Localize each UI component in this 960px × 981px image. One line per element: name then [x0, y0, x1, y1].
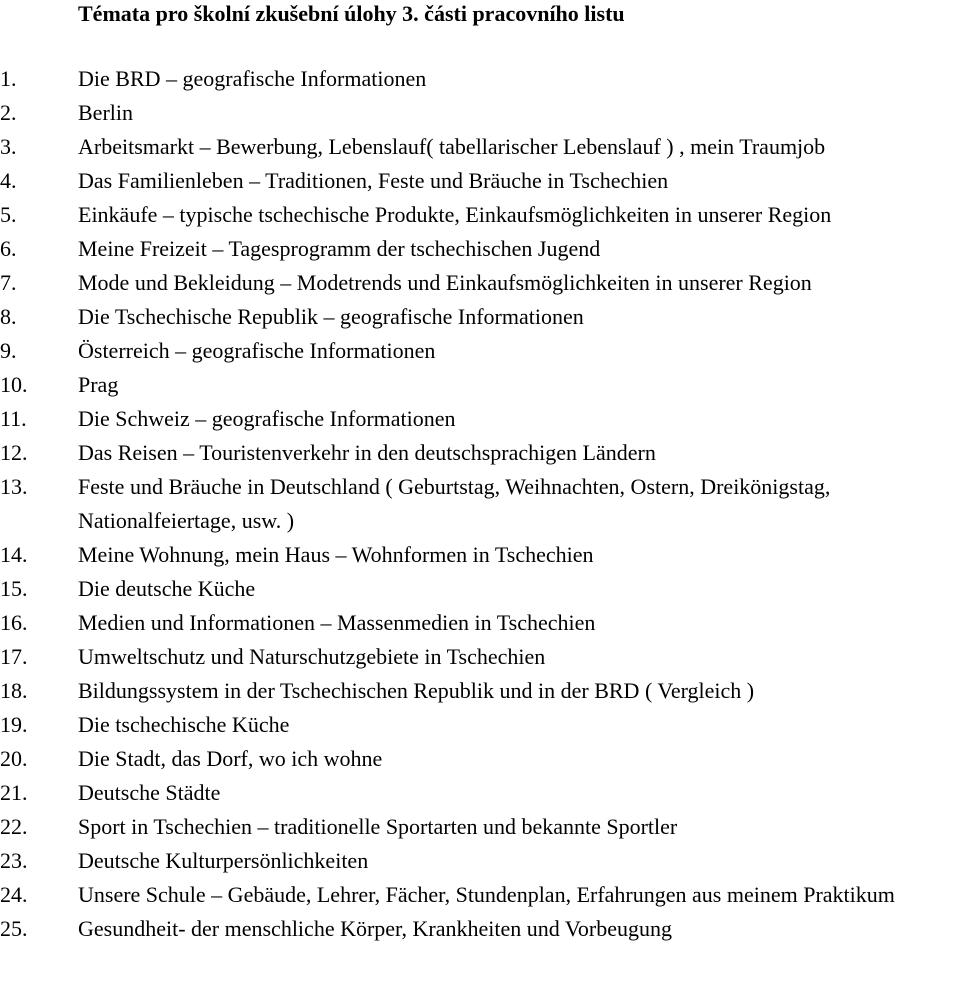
list-item-number: 1.: [0, 66, 17, 91]
list-item-text: Sport in Tschechien – traditionelle Sportarten und bekannte Sportler: [78, 814, 678, 839]
list-item-text: Deutsche Kulturpersönlichkeiten: [78, 848, 369, 873]
list-item: [0, 266, 960, 300]
list-item-text: Unsere Schule – Gebäude, Lehrer, Fächer, Stundenplan, Erfahrungen aus meinem Praktikum: [78, 882, 895, 907]
list-item-number: 17.: [0, 644, 28, 669]
list-item-number: 19.: [0, 712, 28, 737]
list-item-text: Das Reisen – Touristenverkehr in den deutschsprachigen Ländern: [78, 440, 656, 465]
list-item: [0, 572, 960, 606]
list-item: [0, 164, 960, 198]
list-item-text: Medien und Informationen – Massenmedien in Tschechien: [78, 610, 596, 635]
list-item: [0, 62, 960, 96]
list-item-text: Arbeitsmarkt – Bewerbung, Lebenslauf( tabellarischer Lebenslauf ) , mein Traumjob: [78, 134, 826, 159]
list-item-text: Berlin: [78, 100, 133, 125]
list-item-text: Prag: [78, 372, 119, 397]
list-item: [0, 96, 960, 130]
list-item: [0, 130, 960, 164]
list-item-number: 15.: [0, 576, 28, 601]
list-item: [0, 402, 960, 436]
list-item-number: 3.: [0, 134, 17, 159]
list-item-text: Österreich – geografische Informationen: [78, 338, 436, 363]
list-item-number: 2.: [0, 100, 17, 125]
list-item: [0, 538, 960, 572]
list-item-text: Die Schweiz – geografische Informationen: [78, 406, 456, 431]
list-item-number: 9.: [0, 338, 17, 363]
list-item-number: 4.: [0, 168, 17, 193]
list-item-text: Einkäufe – typische tschechische Produkte, Einkaufsmöglichkeiten in unserer Region: [78, 202, 832, 227]
list-item-number: 25.: [0, 916, 28, 941]
list-item-number: 24.: [0, 882, 28, 907]
list-item-text: Bildungssystem in der Tschechischen Republik und in der BRD ( Vergleich ): [78, 678, 755, 703]
list-item: [0, 878, 960, 912]
list-item-text: Das Familienleben – Traditionen, Feste und Bräuche in Tschechien: [78, 168, 669, 193]
list-item: [0, 776, 960, 810]
list-item: [0, 912, 960, 946]
list-item-number: 11.: [0, 406, 27, 431]
list-item: [0, 674, 960, 708]
list-item-text: Mode und Bekleidung – Modetrends und Einkaufsmöglichkeiten in unserer Region: [78, 270, 812, 295]
list-item-number: 14.: [0, 542, 28, 567]
list-item: [0, 436, 960, 470]
list-item-number: 21.: [0, 780, 28, 805]
list-item: [0, 300, 960, 334]
list-item-text: Meine Wohnung, mein Haus – Wohnformen in Tschechien: [78, 542, 594, 567]
list-item-text: Meine Freizeit – Tagesprogramm der tschechischen Jugend: [78, 236, 601, 261]
list-item: [0, 198, 960, 232]
list-item: [0, 334, 960, 368]
list-item: [0, 810, 960, 844]
list-item-number: 20.: [0, 746, 28, 771]
list-item: [0, 470, 960, 538]
list-item-number: 23.: [0, 848, 28, 873]
list-item-text: Die Stadt, das Dorf, wo ich wohne: [78, 746, 383, 771]
list-item-number: 22.: [0, 814, 28, 839]
list-item: [0, 742, 960, 776]
list-item-number: 10.: [0, 372, 28, 397]
list-item-number: 13.: [0, 474, 28, 499]
list-item-number: 18.: [0, 678, 28, 703]
list-item: [0, 640, 960, 674]
list-item: [0, 708, 960, 742]
list-item-text: Gesundheit- der menschliche Körper, Krankheiten und Vorbeugung: [78, 916, 672, 941]
list-item-text: Die BRD – geografische Informationen: [78, 66, 427, 91]
list-item-number: 16.: [0, 610, 28, 635]
list-item-number: 7.: [0, 270, 17, 295]
list-item: [0, 606, 960, 640]
list-item: [0, 844, 960, 878]
list-item: [0, 232, 960, 266]
list-item-number: 5.: [0, 202, 17, 227]
list-item-text: Die Tschechische Republik – geografische Informationen: [78, 304, 584, 329]
list-item-number: 6.: [0, 236, 17, 261]
list-item-number: 8.: [0, 304, 17, 329]
list-item-text: Die deutsche Küche: [78, 576, 256, 601]
list-item: [0, 368, 960, 402]
list-item-text: Umweltschutz und Naturschutzgebiete in Tschechien: [78, 644, 546, 669]
page-title: Témata pro školní zkušební úlohy 3. části pracovního listu: [78, 1, 625, 26]
list-item-text: Deutsche Städte: [78, 780, 221, 805]
list-item-text: Die tschechische Küche: [78, 712, 290, 737]
topic-list: [0, 62, 960, 946]
list-item-number: 12.: [0, 440, 28, 465]
list-item-text: Feste und Bräuche in Deutschland ( Geburtstag, Weihnachten, Ostern, Dreikönigstag, Nationalfeiertage, usw. ): [78, 474, 831, 533]
